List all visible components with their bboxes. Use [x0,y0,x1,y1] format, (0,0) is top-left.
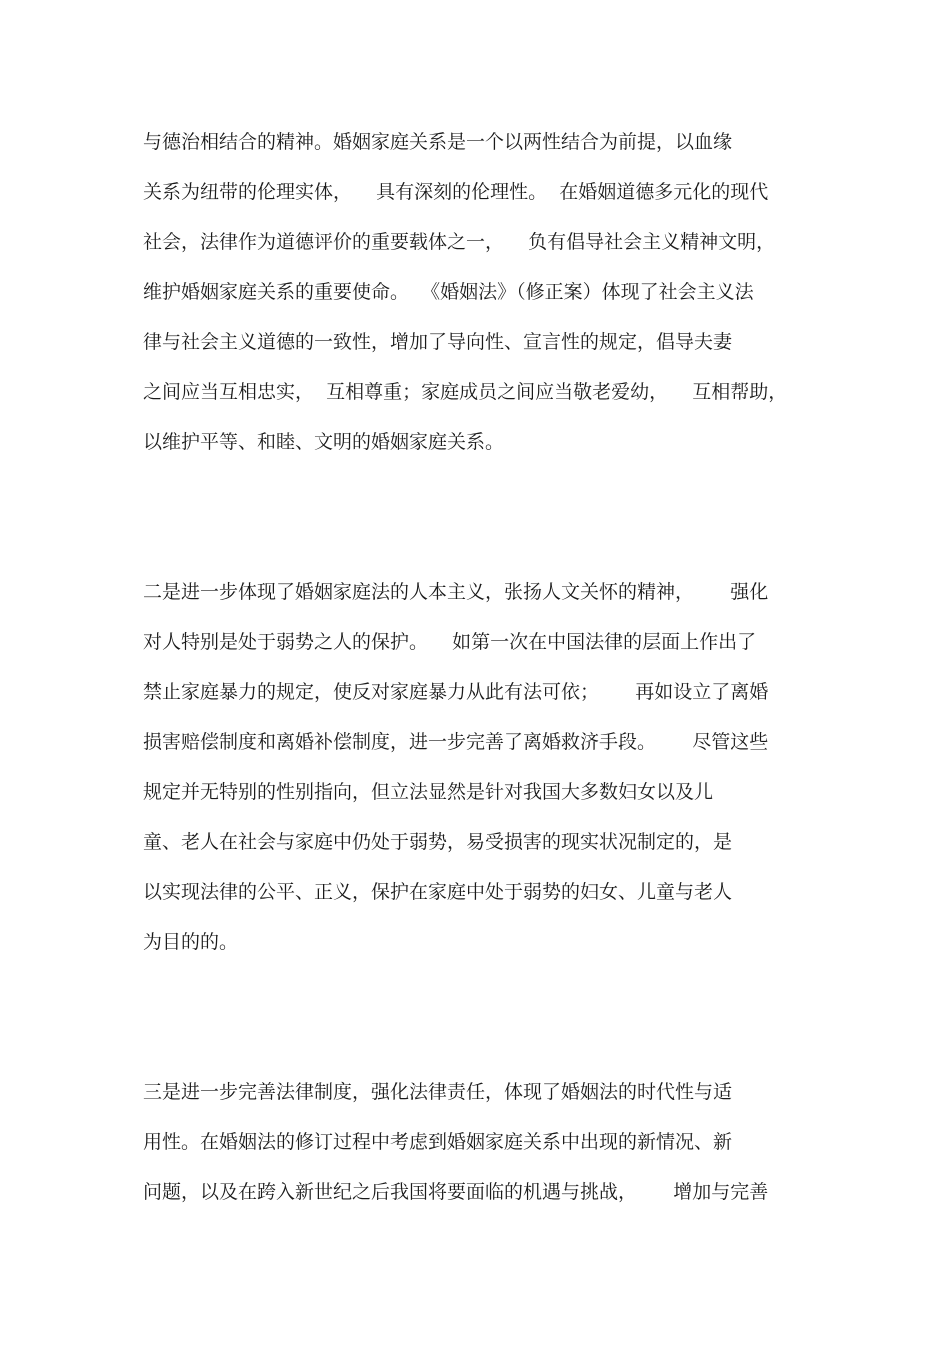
paragraph-3-line-3: 问题，以及在跨入新世纪之后我国将要面临的机遇与挑战， 增加与完善 [143,1181,769,1203]
paragraph-1-line-4: 维护婚姻家庭关系的重要使命。 《婚姻法》（修正案）体现了社会主义法 [143,281,754,303]
paragraph-2-line-7: 以实现法律的公平、正义，保护在家庭中处于弱势的妇女、儿童与老人 [143,881,733,903]
paragraph-1-line-3: 社会，法律作为道德评价的重要载体之一， 负有倡导社会主义精神文明， [143,231,776,253]
paragraph-2-line-3: 禁止家庭暴力的规定，使反对家庭暴力从此有法可依； 再如设立了离婚 [143,681,769,703]
paragraph-2-line-5: 规定并无特别的性别指向，但立法显然是针对我国大多数妇女以及儿 [143,781,714,803]
paragraph-1-line-5: 律与社会主义道德的一致性，增加了导向性、宣言性的规定，倡导夫妻 [143,331,733,353]
paragraph-2-line-8: 为目的的。 [143,931,239,953]
paragraph-1-line-2: 关系为纽带的伦理实体， 具有深刻的伦理性。 在婚姻道德多元化的现代 [143,181,769,203]
paragraph-2-line-6: 童、老人在社会与家庭中仍处于弱势，易受损害的现实状况制定的，是 [143,831,733,853]
paragraph-3-line-1: 三是进一步完善法律制度，强化法律责任，体现了婚姻法的时代性与适 [143,1081,733,1103]
paragraph-2-line-1: 二是进一步体现了婚姻家庭法的人本主义，张扬人文关怀的精神， 强化 [143,581,769,603]
paragraph-3-line-2: 用性。在婚姻法的修订过程中考虑到婚姻家庭关系中出现的新情况、新 [143,1131,733,1153]
paragraph-1-line-1: 与德治相结合的精神。婚姻家庭关系是一个以两性结合为前提，以血缘 [143,131,733,153]
paragraph-2-line-4: 损害赔偿制度和离婚补偿制度，进一步完善了离婚救济手段。 尽管这些 [143,731,769,753]
paragraph-1-line-7: 以维护平等、和睦、文明的婚姻家庭关系。 [143,431,505,453]
paragraph-2-line-2: 对人特别是处于弱势之人的保护。 如第一次在中国法律的层面上作出了 [143,631,757,653]
paragraph-1-line-6: 之间应当互相忠实， 互相尊重；家庭成员之间应当敬老爱幼， 互相帮助， [143,381,788,403]
